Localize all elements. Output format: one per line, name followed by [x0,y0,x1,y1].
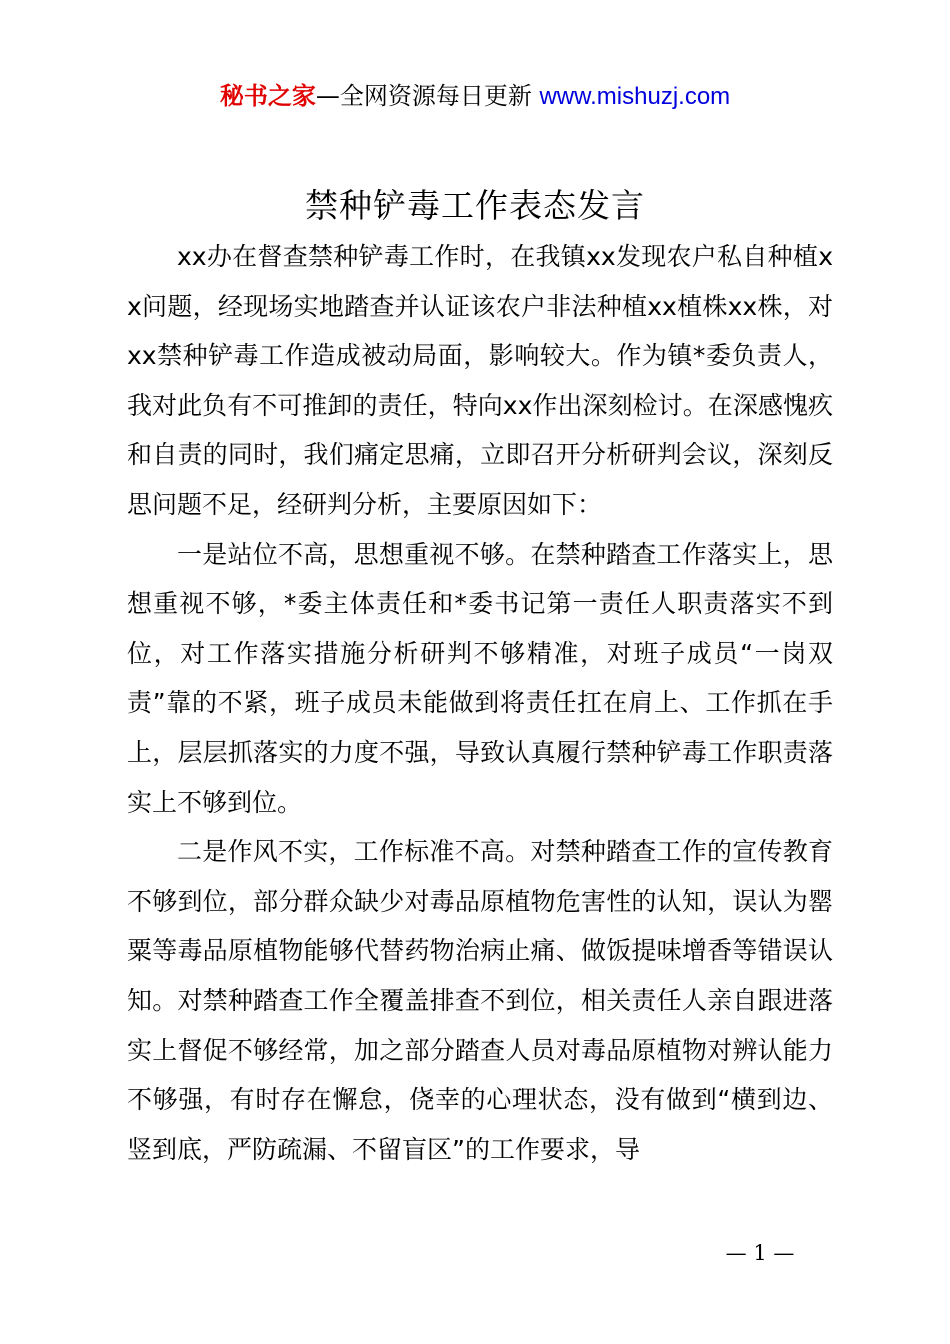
site-url-link[interactable]: www.mishuzj.com [539,83,731,110]
paragraph-reason-one: 一是站位不高，思想重视不够。在禁种踏查工作落实上，思想重视不够，*委主体责任和*委书记第一责任人职责落实不到位，对工作落实措施分析研判不够精准，对班子成员“一岗双责”靠的不紧，班子成员未能做到将责任扛在肩上、工作抓在手上，层层抓落实的力度不强，导致认真履行禁种铲毒工作职责落实上不够到位。 [127,539,833,817]
brand-name: 秘书之家 [219,82,316,110]
document-body [127,232,833,1174]
header-slogan: —全网资源每日更新 [315,82,532,110]
site-header [0,78,950,115]
paragraph-reason-two: 二是作风不实，工作标准不高。对禁种踏查工作的宣传教育不够到位，部分群众缺少对毒品原植物危害性的认知，误认为罂粟等毒品原植物能够代替药物治病止痛、做饭提味增香等错误认知。对禁种踏查工作全覆盖排查不到位，相关责任人亲自跟进落实上督促不够经常，加之部分踏查人员对毒品原植物对辨认能力不够强，有时存在懈怠，侥幸的心理状态，没有做到“横到边、竖到底，严防疏漏、不留盲区”的工作要求，导 [127,837,833,1164]
document-title: 禁种铲毒工作表态发言 [305,186,645,225]
page-number: — 1 — [725,1241,795,1265]
paragraph-intro: xx办在督查禁种铲毒工作时，在我镇xx发现农户私自种植xx问题，经现场实地踏查并认证该农户非法种植xx植株xx株，对xx禁种铲毒工作造成被动局面，影响较大。作为镇*委负责人，我对此负有不可推卸的责任，特向xx作出深刻检讨。在深感愧疚和自责的同时，我们痛定思痛，立即召开分析研判会议，深刻反思问题不足，经研判分析，主要原因如下： [127,242,833,519]
